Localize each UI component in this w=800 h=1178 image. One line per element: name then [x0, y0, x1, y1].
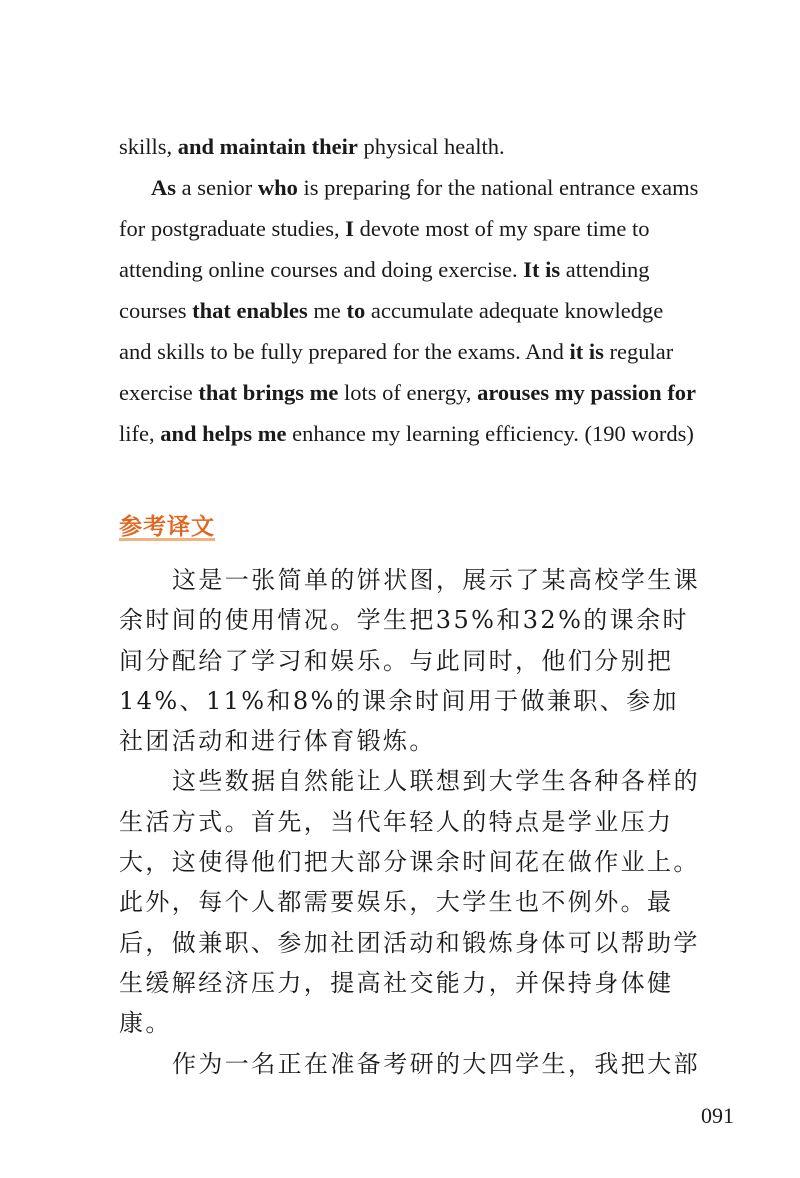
- english-essay: [119, 126, 701, 454]
- bold-phrase: arouses my passion for: [477, 380, 697, 405]
- chinese-paragraph-3: 作为一名正在准备考研的大四学生，我把大部: [172, 1049, 700, 1078]
- english-paragraph-2: [119, 167, 701, 454]
- chinese-translation: [119, 560, 701, 1084]
- text-run: physical health.: [357, 134, 505, 159]
- bold-phrase: to: [346, 298, 366, 323]
- chinese-paragraph-2: 这些数据自然能让人联想到大学生各种各样的生活方式。首先，当代年轻人的特点是学业压力大，这使得他们把大部分课余时间花在做作业上。此外，每个人都需要娱乐，大学生也不例外。最后，做兼职、参加社团活动和锻炼身体可以帮助学生缓解经济压力，提高社交能力，并保持身体健康。: [119, 767, 700, 1038]
- bold-phrase: and maintain their: [177, 134, 358, 159]
- text-run: a senior: [176, 175, 258, 200]
- bold-phrase: As: [151, 175, 177, 200]
- page-number: 091: [701, 1103, 734, 1128]
- text-run: me: [307, 298, 347, 323]
- text-run: lots of energy,: [338, 380, 478, 405]
- bold-phrase: that brings me: [198, 380, 339, 405]
- bold-phrase: that enables: [192, 298, 308, 323]
- bold-phrase: I: [345, 216, 354, 241]
- chinese-paragraph-1: 这是一张简单的饼状图，展示了某高校学生课余时间的使用情况。学生把35%和32%的课余时间分配给了学习和娱乐。与此同时，他们分别把14%、11%和8%的课余时间用于做兼职、参加社团活动和进行体育锻炼。: [119, 566, 700, 756]
- bold-phrase: and helps me: [160, 421, 287, 446]
- text-run: attending courses: [119, 257, 650, 323]
- text-run: regular exercise: [119, 339, 674, 405]
- text-run: enhance my learning efficiency. (190 words): [286, 421, 694, 446]
- text-run: skills,: [119, 134, 178, 159]
- text-run: is preparing for the national entrance exams for postgraduate studies,: [119, 175, 699, 241]
- section-heading: 参考译文: [119, 514, 215, 540]
- bold-phrase: who: [257, 175, 298, 200]
- english-paragraph-1: [119, 126, 701, 167]
- text-run: accumulate adequate knowledge and skills to be fully prepared for the exams. And: [119, 298, 664, 364]
- text-run: devote most of my spare time to attending online courses and doing exercise.: [119, 216, 650, 282]
- bold-phrase: it is: [569, 339, 604, 364]
- bold-phrase: It is: [523, 257, 561, 282]
- text-run: life,: [119, 421, 161, 446]
